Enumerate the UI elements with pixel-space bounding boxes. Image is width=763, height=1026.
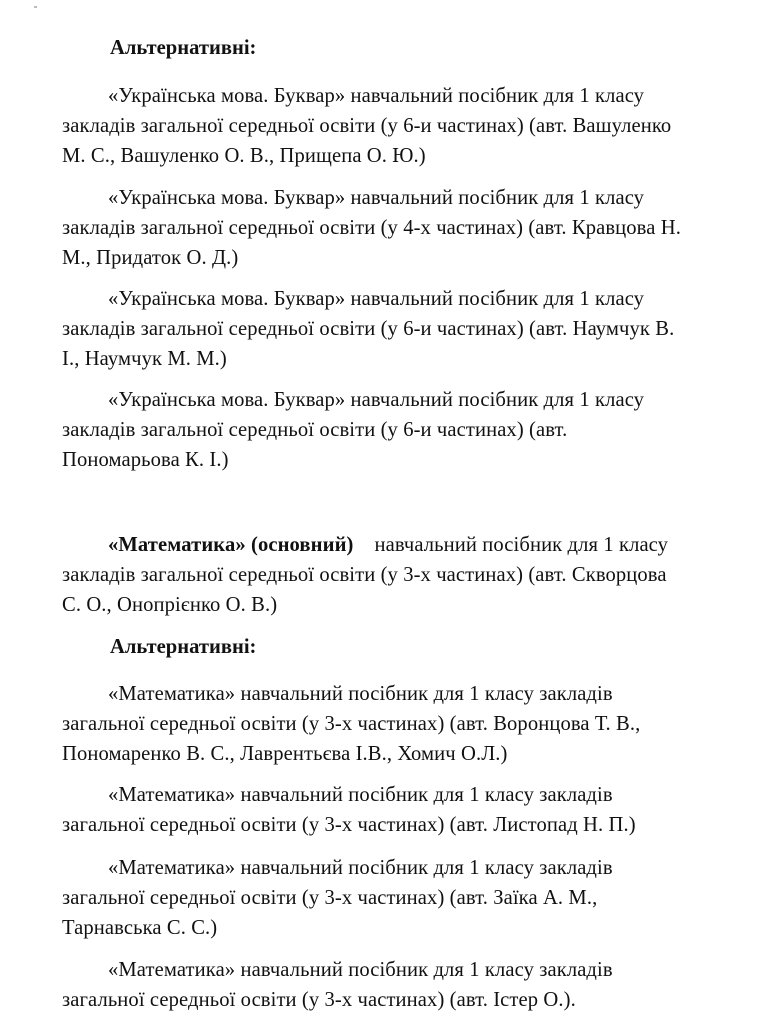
text-line: закладів загальної середньої освіти (у 3-х частинах) (авт. Скворцова [62, 564, 667, 586]
text-line: «Українська мова. Буквар» навчальний посібник для 1 класу [108, 85, 645, 107]
text-line: загальної середньої освіти (у 3-х частинах) (авт. Істер О.). [62, 989, 576, 1011]
text-line: загальної середньої освіти (у 3-х частинах) (авт. Заїка А. М., [62, 887, 598, 909]
text-line: М., Придаток О. Д.) [62, 247, 239, 269]
scan-speck [34, 6, 37, 8]
text-line: І., Наумчук М. М.) [62, 348, 227, 370]
text-line: М. С., Вашуленко О. В., Прищепа О. Ю.) [62, 145, 426, 167]
text-line: загальної середньої освіти (у 3-х частинах) (авт. Воронцова Т. В., [62, 713, 641, 735]
text-line: «Українська мова. Буквар» навчальний посібник для 1 класу [108, 187, 645, 209]
text-line: закладів загальної середньої освіти (у 4-х частинах) (авт. Кравцова Н. [62, 217, 681, 239]
text-line: загальної середньої освіти (у 3-х частинах) (авт. Листопад Н. П.) [62, 814, 636, 836]
text-line: Пономаренко В. С., Лаврентьєва І.В., Хомич О.Л.) [62, 743, 508, 765]
text-line: «Українська мова. Буквар» навчальний посібник для 1 класу [108, 389, 645, 411]
text-line: «Математика» навчальний посібник для 1 класу закладів [108, 959, 613, 981]
text-line: «Математика» навчальний посібник для 1 класу закладів [108, 683, 613, 705]
main-entry-title: «Математика» (основний) [108, 534, 354, 556]
text-line: Тарнавська С. С.) [62, 917, 218, 939]
spacer [354, 534, 375, 556]
text-line: «Математика» навчальний посібник для 1 класу закладів [108, 857, 613, 879]
text-line: «Українська мова. Буквар» навчальний посібник для 1 класу [108, 288, 645, 310]
text-line: С. О., Онопрієнко О. В.) [62, 594, 278, 616]
text-line: закладів загальної середньої освіти (у 6-и частинах) (авт. Наумчук В. [62, 318, 675, 340]
text-line: «Математика» навчальний посібник для 1 класу закладів [108, 784, 613, 806]
main-entry-description: навчальний посібник для 1 класу [374, 534, 669, 556]
section-heading-alternative-1: Альтернативні: [110, 37, 257, 59]
text-line [108, 533, 668, 557]
text-line: закладів загальної середньої освіти (у 6-и частинах) (авт. [62, 419, 568, 441]
text-line: Пономарьова К. І.) [62, 449, 229, 471]
section-heading-alternative-2: Альтернативні: [110, 636, 257, 658]
text-line: закладів загальної середньої освіти (у 6-и частинах) (авт. Вашуленко [62, 115, 672, 137]
